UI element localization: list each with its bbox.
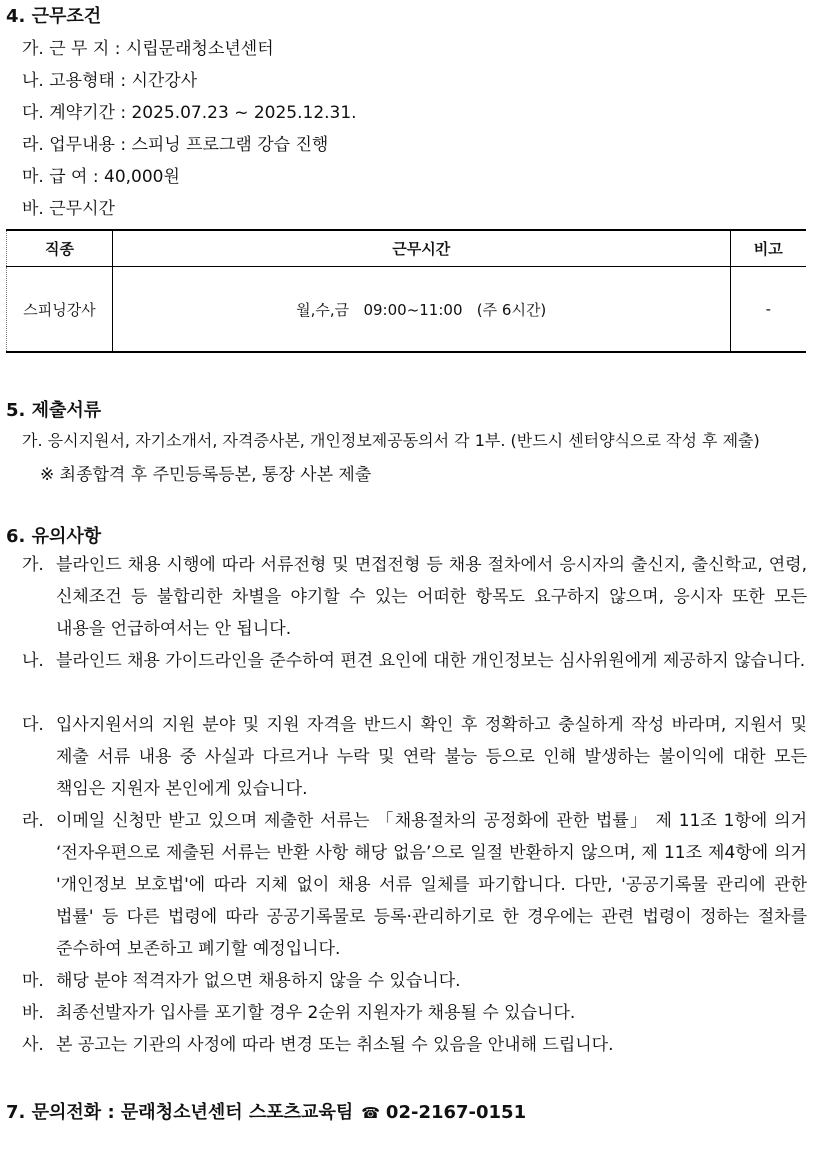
notice-marker: 가. (22, 555, 44, 575)
notice-item-sa (22, 1029, 807, 1061)
cell-job-type: 스피닝강사 (7, 267, 113, 353)
notice-marker: 바. (22, 1003, 44, 1023)
table-header-row (7, 230, 807, 267)
employment-type-line: 나. 고용형태 : 시간강사 (22, 71, 198, 91)
notice-text: 입사지원서의 지원 분야 및 지원 자격을 반드시 확인 후 정확하고 충실하게 작성 바라며, 지원서 및 제출 서류 내용 중 사실과 다르거나 누락 및 연락 불능 등으로 인해 발생하는 불이익에 대한 모든 책임은 지원자 본인에게 있습니다. (56, 715, 807, 799)
notice-marker: 라. (22, 811, 44, 831)
header-work-hours: 근무시간 (112, 230, 730, 267)
notice-text: 최종선발자가 입사를 포기할 경우 2순위 지원자가 채용될 수 있습니다. (56, 1003, 576, 1023)
notice-item-da (22, 709, 807, 805)
notice-item-ra (22, 805, 807, 965)
required-documents-note: ※ 최종합격 후 주민등록등본, 통장 사본 제출 (40, 465, 372, 485)
contact-phone-number: 02-2167-0151 (385, 1102, 527, 1123)
notice-text: 블라인드 채용 가이드라인을 준수하여 편견 요인에 대한 개인정보는 심사위원에게 제공하지 않습니다. (56, 651, 806, 671)
section-7-contact (6, 1098, 526, 1124)
header-job-type: 직종 (7, 230, 113, 267)
cell-work-hours: 월,수,금 09:00~11:00 (주 6시간) (112, 267, 730, 353)
required-documents-line: 가. 응시지원서, 자기소개서, 자격증사본, 개인정보제공동의서 각 1부. (반드시 센터양식으로 작성 후 제출) (22, 431, 760, 450)
contact-label: 7. 문의전화 : 문래청소년센터 스포츠교육팀 (6, 1102, 354, 1123)
work-hours-line: 바. 근무시간 (22, 199, 115, 219)
section-4-title: 4. 근무조건 (6, 6, 102, 27)
notice-item-na (22, 645, 807, 677)
notice-text: 해당 분야 적격자가 없으면 채용하지 않을 수 있습니다. (56, 971, 461, 991)
header-remarks: 비고 (730, 230, 806, 267)
cell-remarks: - (730, 267, 806, 353)
notice-marker: 다. (22, 715, 44, 735)
notice-item-ga (22, 549, 807, 645)
contract-period-line: 다. 계약기간 : 2025.07.23 ~ 2025.12.31. (22, 103, 357, 123)
work-location-line: 가. 근 무 지 : 시립문래청소년센터 (22, 39, 274, 59)
table-row (7, 267, 807, 353)
work-hours-table (6, 229, 806, 353)
job-description-line: 라. 업무내용 : 스피닝 프로그램 강습 진행 (22, 135, 329, 155)
section-6-title: 6. 유의사항 (6, 526, 102, 547)
notice-marker: 마. (22, 971, 44, 991)
notice-item-ba (22, 997, 807, 1029)
notice-marker: 사. (22, 1035, 44, 1055)
notice-text: 본 공고는 기관의 사정에 따라 변경 또는 취소될 수 있음을 안내해 드립니다. (56, 1035, 614, 1055)
notice-text: 이메일 신청만 받고 있으며 제출한 서류는 「채용절차의 공정화에 관한 법률」 제 11조 1항에 의거 ‘전자우편으로 제출된 서류는 반환 사항 해당 없음’으로 일절 반환하지 않으며, 제 11조 제4항에 의거 '개인정보 보호법'에 따라 지체 없이 채용 서류 일체를 파기합니다. 다만, '공공기록물 관리에 관한 법률' 등 다른 법령에 따라 공공기록물로 등록·관리하기로 한 경우에는 관련 법령이 정하는 절차를 준수하여 보존하고 폐기할 예정입니다. (56, 811, 807, 959)
notice-text: 블라인드 채용 시행에 따라 서류전형 및 면접전형 등 채용 절차에서 응시자의 출신지, 출신학교, 연령, 신체조건 등 불합리한 차별을 야기할 수 있는 어떠한 항목도 요구하지 않으며, 응시자 또한 모든 내용을 언급하여서는 안 됩니다. (56, 555, 807, 639)
section-5-title: 5. 제출서류 (6, 400, 102, 421)
notice-marker: 나. (22, 651, 44, 671)
notice-item-ma (22, 965, 807, 997)
salary-line: 마. 급 여 : 40,000원 (22, 167, 180, 187)
telephone-icon: ☎ (361, 1104, 380, 1122)
